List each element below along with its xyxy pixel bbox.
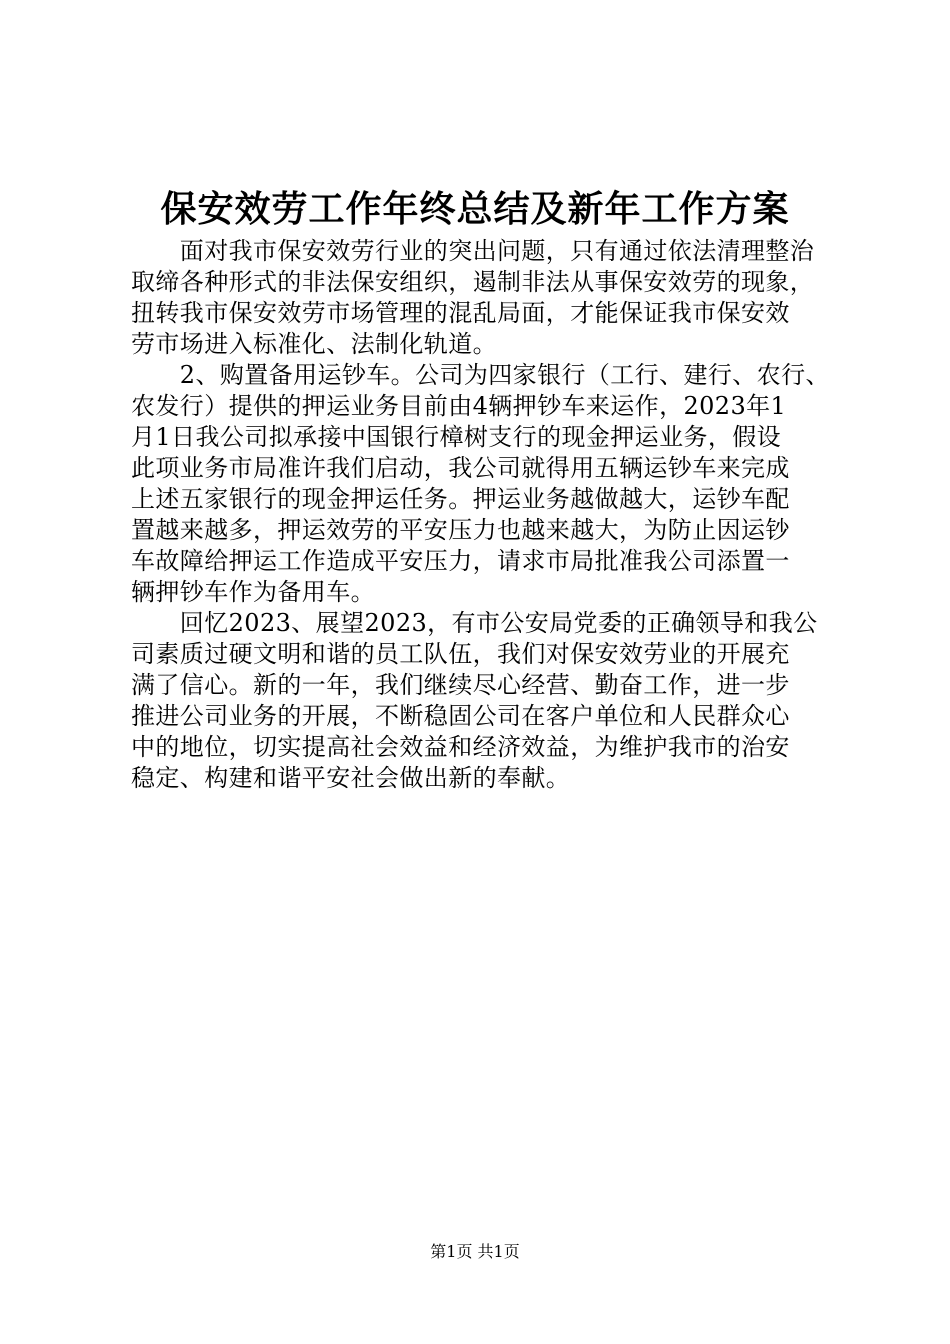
text-line: 中的地位，切实提高社会效益和经济效益，为维护我市的治安	[131, 733, 790, 761]
text-line: 稳定、构建和谐平安社会做出新的奉献。	[131, 764, 571, 792]
text-line: 上述五家银行的现金押运任务。押运业务越做越大，运钞车配	[131, 485, 790, 513]
text-line: 农发行）提供的押运业务目前由4辆押钞车来运作，2023年1	[131, 392, 787, 420]
text-line: 取缔各种形式的非法保安组织，遏制非法从事保安效劳的现象，	[131, 268, 815, 296]
document-title: 保安效劳工作年终总结及新年工作方案	[160, 188, 790, 230]
text-line: 满了信心。新的一年，我们继续尽心经营、勤奋工作，进一步	[131, 671, 790, 699]
text-line: 扭转我市保安效劳市场管理的混乱局面，才能保证我市保安效	[131, 299, 790, 327]
text-line: 劳市场进入标准化、法制化轨道。	[131, 330, 497, 358]
text-line: 辆押钞车作为备用车。	[131, 578, 375, 606]
text-line: 月1日我公司拟承接中国银行樟树支行的现金押运业务，假设	[131, 423, 782, 451]
text-line: 推进公司业务的开展，不断稳固公司在客户单位和人民群众心	[131, 702, 790, 730]
text-line: 面对我市保安效劳行业的突出问题，只有通过依法清理整治	[131, 237, 815, 265]
paragraph	[131, 360, 841, 608]
page-footer: 第1页 共1页	[430, 1242, 520, 1261]
text-line: 此项业务市局准许我们启动，我公司就得用五辆运钞车来完成	[131, 454, 790, 482]
document-body	[131, 236, 841, 794]
text-line: 置越来越多，押运效劳的平安压力也越来越大，为防止因运钞	[131, 516, 790, 544]
text-line: 司素质过硬文明和谐的员工队伍，我们对保安效劳业的开展充	[131, 640, 790, 668]
text-line: 2、购置备用运钞车。公司为四家银行（工行、建行、农行、	[131, 361, 830, 389]
text-line: 回忆2023、展望2023，有市公安局党委的正确领导和我公	[131, 609, 818, 637]
text-line: 车故障给押运工作造成平安压力，请求市局批准我公司添置一	[131, 547, 790, 575]
paragraph	[131, 608, 841, 794]
paragraph	[131, 236, 841, 360]
